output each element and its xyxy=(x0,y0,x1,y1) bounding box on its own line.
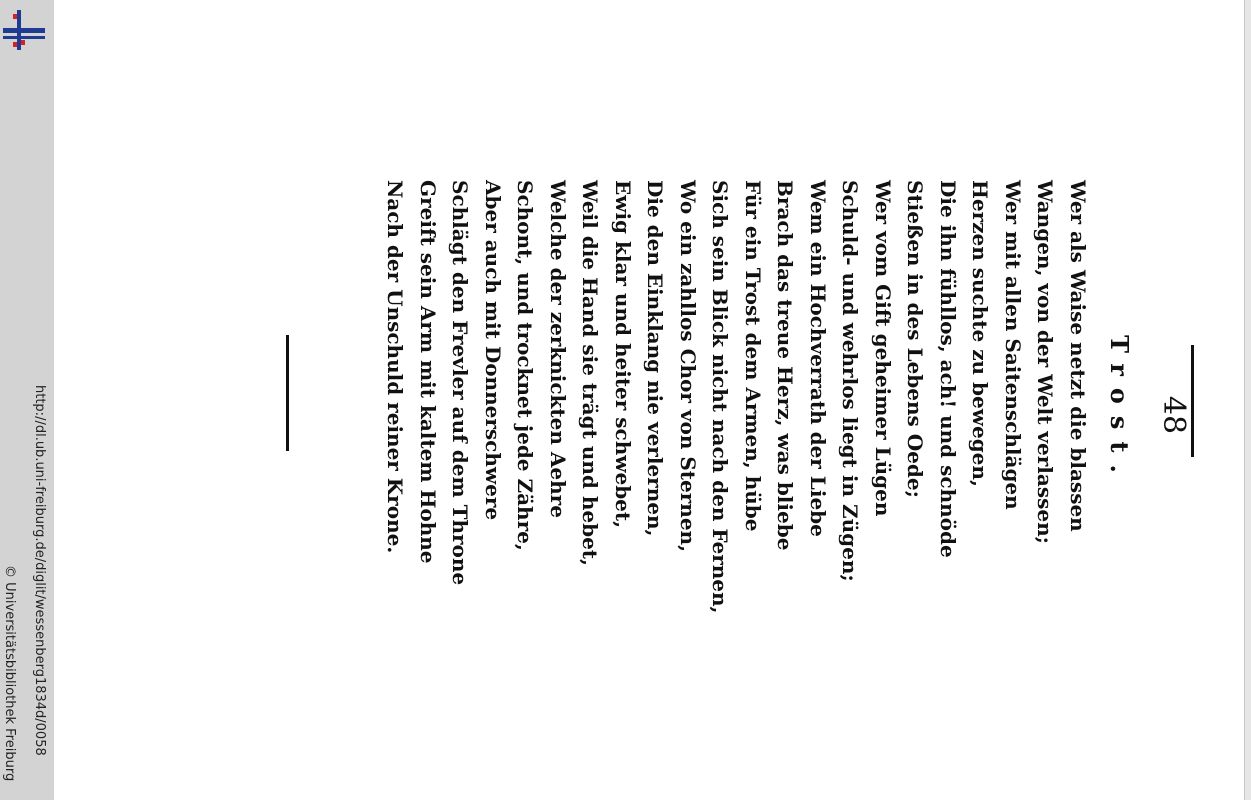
poem-line: Stießen in des Lebens Oede; xyxy=(903,180,928,498)
poem-line: Die ihn fühllos, ach! und schnöde xyxy=(936,180,960,558)
poem-title: Trost. xyxy=(1105,335,1134,485)
source-url[interactable]: http://dl.ub.uni-freiburg.de/diglit/wessenberg1834d/0058 xyxy=(32,385,47,756)
poem-line: Nach der Unschuld reiner Krone. xyxy=(383,180,408,554)
poem-line: Wer mit allen Saitenschlägen xyxy=(1001,180,1025,510)
poem-line: Schuld- und wehrlos liegt in Zügen; xyxy=(838,180,863,582)
university-library-logo xyxy=(3,10,45,50)
poem-line: Wo ein zahllos Chor von Sternen, xyxy=(676,180,700,553)
poem-line: Weil die Hand sie trägt und hebet, xyxy=(578,180,603,566)
rotated-page-content xyxy=(324,140,1194,614)
poem-line: Für ein Trost dem Armen, hübe xyxy=(741,180,765,532)
poem-line: Wer als Waise netzt die blassen xyxy=(1066,180,1090,532)
poem-text xyxy=(379,180,1094,614)
poem-line: Sich sein Blick nicht nach den Fernen, xyxy=(708,180,733,614)
footer-rule xyxy=(286,335,289,451)
poem-line: Aber auch mit Donnerschwere xyxy=(481,180,505,521)
poem-line: Wem ein Hochverrath der Liebe xyxy=(806,180,830,537)
poem-line: Welche der zerknickten Aehre xyxy=(546,180,570,518)
poem-line: Die den Einklang nie verlernen, xyxy=(643,180,668,537)
poem-line: Wer vom Gift geheimer Lügen xyxy=(871,180,895,517)
poem-line: Schlägt den Frevler auf dem Throne xyxy=(448,180,473,586)
poem-line: Wangen, von der Welt verlassen; xyxy=(1033,180,1058,545)
poem-line: Herzen suchte zu bewegen, xyxy=(968,180,993,487)
viewer-sidebar xyxy=(0,0,54,800)
page-number: 48 xyxy=(1156,395,1191,435)
poem-line: Schont, und trocknet jede Zähre, xyxy=(513,180,538,551)
poem-line: Brach das treue Herz, was bliebe xyxy=(773,180,798,551)
scanned-page xyxy=(54,0,1245,800)
page-edge xyxy=(1244,0,1251,800)
poem-line: Greift sein Arm mit kaltem Hohne xyxy=(416,180,440,564)
copyright-notice: © Universitätsbibliothek Freiburg xyxy=(2,565,17,782)
poem-line: Ewig klar und heiter schwebet, xyxy=(611,180,635,529)
